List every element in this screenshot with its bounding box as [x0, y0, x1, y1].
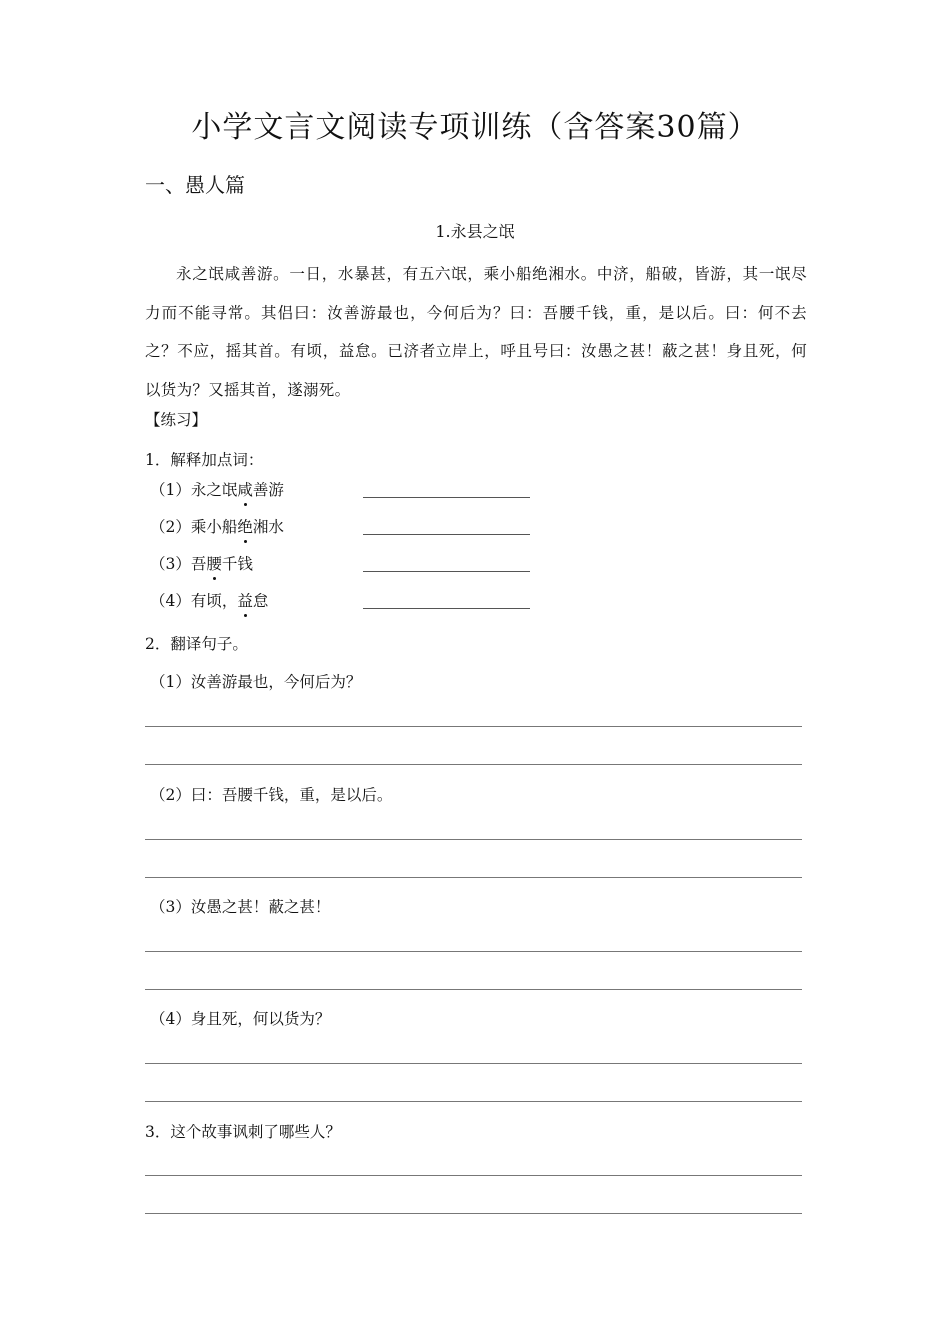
translation-item: （2）曰：吾腰千钱，重，是以后。 [150, 786, 393, 804]
vocab-answer-blank[interactable] [363, 571, 530, 572]
vocab-item [150, 514, 284, 540]
translation-item: （3）汝愚之甚！蔽之甚！ [150, 898, 331, 916]
translation-item: （1）汝善游最也，今何后为？ [150, 673, 362, 691]
story-text: 永之氓咸善游。一日，水暴甚，有五六氓，乘小船绝湘水。中济，船破，皆游，其一氓尽力而不能寻常。其侣曰：汝善游最也，今何后为？曰：吾腰千钱，重，是以后。曰：何不去之？不应，摇其首。有顷，益怠。已济者立岸上，呼且号曰：汝愚之甚！蔽之甚！身且死，何以货为？又摇其首，遂溺死。 [145, 265, 807, 399]
answer-line[interactable] [145, 1213, 802, 1214]
vocab-suffix: 怠 [252, 592, 269, 610]
answer-line[interactable] [145, 989, 802, 990]
story-title: 1.永县之氓 [435, 222, 515, 241]
answer-line[interactable] [145, 1175, 802, 1176]
practice-label: 【练习】 [145, 411, 208, 429]
vocab-prefix: （1）永之氓 [150, 481, 238, 499]
vocab-suffix: 善游 [252, 481, 284, 499]
answer-line[interactable] [145, 764, 802, 765]
question-3-heading: 3．这个故事讽刺了哪些人？ [145, 1123, 341, 1141]
answer-line[interactable] [145, 1063, 802, 1064]
section-heading: 一、愚人篇 [145, 173, 245, 197]
question-2-heading: 2．翻译句子。 [145, 635, 248, 653]
dotted-word: 腰 [206, 551, 222, 577]
vocab-prefix: （3）吾 [150, 555, 207, 573]
vocab-answer-blank[interactable] [363, 608, 530, 609]
vocab-suffix: 千钱 [221, 555, 253, 573]
dotted-word: 绝 [237, 514, 253, 540]
dotted-word: 咸 [237, 477, 253, 503]
document-title: 小学文言文阅读专项训练（含答案30篇） [191, 110, 759, 145]
vocab-item [150, 588, 268, 614]
vocab-prefix: （2）乘小船 [150, 518, 238, 536]
translation-item: （4）身且死，何以货为？ [150, 1010, 331, 1028]
question-1-heading: 1．解释加点词： [145, 451, 264, 469]
answer-line[interactable] [145, 839, 802, 840]
answer-line[interactable] [145, 951, 802, 952]
vocab-suffix: 湘水 [252, 518, 284, 536]
answer-line[interactable] [145, 726, 802, 727]
dotted-word: 益 [237, 588, 253, 614]
vocab-answer-blank[interactable] [363, 497, 530, 498]
answer-line[interactable] [145, 877, 802, 878]
vocab-answer-blank[interactable] [363, 534, 530, 535]
answer-line[interactable] [145, 1101, 802, 1102]
vocab-item [150, 477, 284, 503]
vocab-prefix: （4）有顷， [150, 592, 238, 610]
vocab-item [150, 551, 253, 577]
